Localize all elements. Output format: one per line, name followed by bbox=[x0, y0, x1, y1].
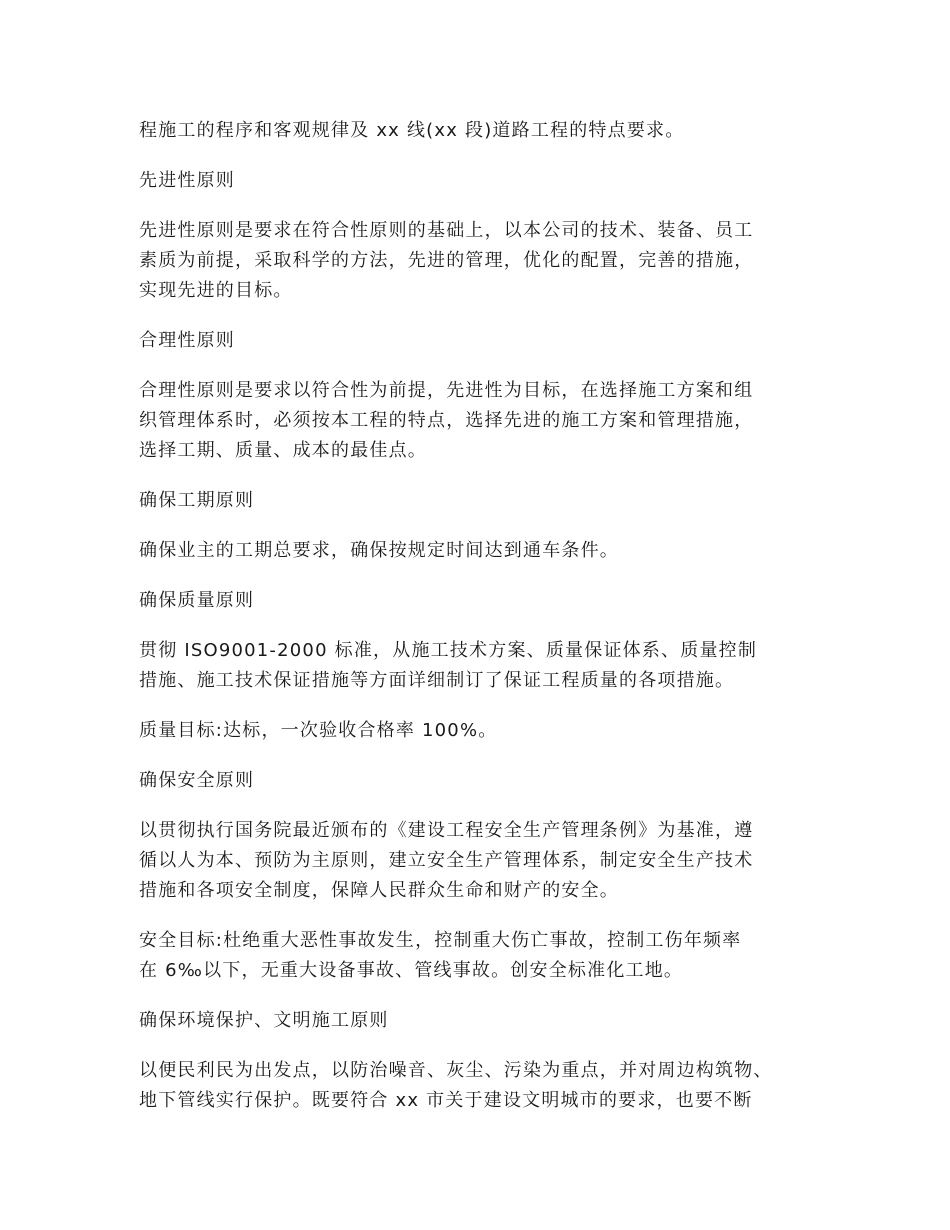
heading-quality-principle: 确保质量原则 bbox=[139, 590, 255, 611]
text-line: 以便民利民为出发点，以防治噪音、灰尘、污染为重点，并对周边构筑物、 bbox=[139, 1060, 773, 1081]
paragraph-quality-principle bbox=[139, 636, 829, 696]
paragraph-environment-principle bbox=[139, 1056, 829, 1116]
text-line: 质量目标:达标，一次验收合格率 100%。 bbox=[139, 720, 498, 741]
text-line: 程施工的程序和客观规律及 xx 线(xx 段)道路工程的特点要求。 bbox=[139, 120, 685, 141]
paragraph-rational-principle bbox=[139, 376, 829, 466]
text-line: 选择工期、质量、成本的最佳点。 bbox=[139, 440, 427, 461]
text-line: 确保业主的工期总要求，确保按规定时间达到通车条件。 bbox=[139, 540, 619, 561]
heading-advanced-principle: 先进性原则 bbox=[139, 170, 235, 191]
text-line: 以贯彻执行国务院最近颁布的《建设工程安全生产管理条例》为基准，遵 bbox=[139, 820, 754, 841]
heading-rational-principle: 合理性原则 bbox=[139, 330, 235, 351]
text-line: 循以人为本、预防为主原则，建立安全生产管理体系，制定安全生产技术 bbox=[139, 850, 754, 871]
paragraph-safety-target bbox=[139, 926, 829, 986]
paragraph-schedule-principle bbox=[139, 536, 829, 566]
heading-environment-principle: 确保环境保护、文明施工原则 bbox=[139, 1010, 389, 1031]
text-line: 措施和各项安全制度，保障人民群众生命和财产的安全。 bbox=[139, 880, 619, 901]
text-line: 措施、施工技术保证措施等方面详细制订了保证工程质量的各项措施。 bbox=[139, 670, 735, 691]
paragraph-advanced-principle bbox=[139, 216, 829, 306]
paragraph-construction-rules bbox=[139, 116, 829, 146]
text-line: 在 6‰以下，无重大设备事故、管线事故。创安全标准化工地。 bbox=[139, 960, 684, 981]
paragraph-quality-target bbox=[139, 716, 829, 746]
text-line: 素质为前提，采取科学的方法，先进的管理，优化的配置，完善的措施， bbox=[139, 250, 754, 271]
text-line: 织管理体系时，必须按本工程的特点，选择先进的施工方案和管理措施， bbox=[139, 410, 754, 431]
heading-schedule-principle: 确保工期原则 bbox=[139, 490, 255, 511]
document-body bbox=[139, 116, 829, 1136]
text-line: 地下管线实行保护。既要符合 xx 市关于建设文明城市的要求，也要不断 bbox=[139, 1090, 753, 1111]
text-line: 先进性原则是要求在符合性原则的基础上，以本公司的技术、装备、员工 bbox=[139, 220, 754, 241]
text-line: 安全目标:杜绝重大恶性事故发生，控制重大伤亡事故，控制工伤年频率 bbox=[139, 930, 742, 951]
paragraph-safety-principle bbox=[139, 816, 829, 906]
text-line: 合理性原则是要求以符合性为前提，先进性为目标，在选择施工方案和组 bbox=[139, 380, 754, 401]
text-line: 实现先进的目标。 bbox=[139, 280, 293, 301]
heading-safety-principle: 确保安全原则 bbox=[139, 770, 255, 791]
text-line: 贯彻 ISO9001-2000 标准，从施工技术方案、质量保证体系、质量控制 bbox=[139, 640, 758, 661]
